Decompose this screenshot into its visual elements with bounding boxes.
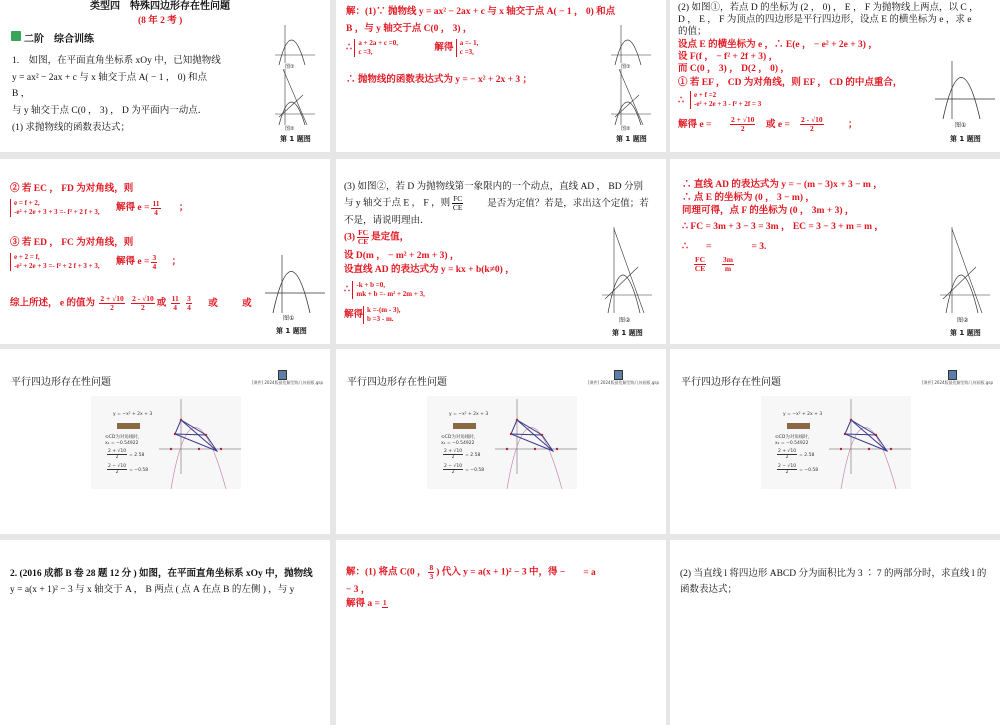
animate-button[interactable]	[117, 423, 140, 429]
note-value: x₂ = −0.54922	[441, 441, 475, 446]
slide-title: 平行四边形存在性问题	[11, 377, 111, 388]
equation-solution: k =-(m - 3), b =3 - m.	[363, 306, 401, 324]
figure-label: 图①	[955, 122, 967, 129]
figure-caption: 第 1 题图	[276, 327, 307, 335]
solve-label: 解得	[434, 43, 454, 54]
semicolon: ；	[178, 203, 189, 214]
solve-label: 解得 e =	[678, 120, 712, 130]
gsp-file-icon[interactable]	[948, 370, 957, 380]
geometry-screenshot: y = −x² + 2x + 3 ⊙CD为对角线时， x₂ = −0.54922 $\frac{2 + √10}{2}$ = 2.58 $\frac{2 - √10}{2}$ = −0.58	[427, 396, 577, 489]
note-label: ⊙CD为对角线时，	[441, 435, 479, 440]
solution-text: = a	[583, 567, 596, 578]
fraction: $\frac{2 - √10}{2}$	[132, 294, 154, 312]
solve-label: 解得 e =	[116, 203, 150, 214]
question-line: D ， E ， F 为顶点的四边形是平行四边形，设点 E 的横坐标为 e ，求 e	[678, 15, 972, 25]
question-line: (1) 求抛物线的函数表达式；	[12, 123, 130, 133]
slide-thumbnail-10[interactable]	[0, 540, 330, 725]
fraction: $\frac{2 + √10}{2}$	[100, 294, 124, 312]
solution-text: 解：(1) 将点 C(0 ，	[346, 567, 427, 578]
therefore-symbol: ∴	[682, 242, 689, 252]
solution-line: B ，与 y 轴交于点 C(0 ， 3) ，	[346, 24, 473, 34]
slide-thumbnail-5[interactable]	[336, 159, 666, 344]
parabola-figure-1	[935, 61, 995, 119]
parabola-parallelogram-graph	[829, 396, 911, 489]
solution-text: 解得 a =	[346, 599, 380, 609]
question-line: B ，	[12, 89, 31, 99]
figure-caption: 第 1 题图	[950, 329, 981, 337]
slide-title: 平行四边形存在性问题	[347, 377, 447, 388]
figure-label: 图②	[621, 126, 631, 132]
fraction: 1	[382, 598, 387, 608]
gsp-file-icon[interactable]	[614, 370, 623, 380]
slide-thumbnail-1[interactable]	[0, 0, 330, 152]
slide-thumbnail-11[interactable]	[336, 540, 666, 725]
note-label: ⊙CD为对角线时，	[775, 435, 813, 440]
parabola-figure-2	[611, 69, 651, 125]
question-line: (2) 当直线 l 将四边形 ABCD 分为面积比为 3 ∶ 7 的两部分时，求直线 l 的	[680, 569, 987, 579]
section-heading: 二阶 综合训练	[24, 34, 94, 45]
solution-text: ) 代入 y = a(x + 1)² − 3 中，得 −	[436, 567, 566, 578]
solution-line: 设 D(m ， − m² + 2m + 3) ，	[344, 251, 460, 261]
parabola-figure-2	[275, 69, 315, 125]
case-heading: ③ 若 ED ， FC 为对角线，则	[10, 238, 134, 248]
solve-label: 解得	[344, 310, 364, 321]
slide-thumbnail-3[interactable]	[670, 0, 1000, 152]
fraction: $\frac{11}{4}$	[152, 198, 160, 217]
solution-line: ∴ FC = 3m + 3 − 3 = 3m ， EC = 3 − 3 + m = m ，	[682, 222, 884, 232]
question-line: 函数表达式；	[680, 585, 738, 595]
solution-line: 而 C(0 ， 3) ， D(2 ， 0) ，	[678, 64, 790, 74]
figure-caption: 第 1 题图	[950, 135, 981, 143]
equation-label: y = −x² + 2x + 3	[113, 412, 153, 417]
therefore-symbol: ∴	[344, 285, 351, 296]
part-label: (3)	[344, 232, 356, 243]
parabola-parallelogram-graph	[495, 396, 577, 489]
ratio-fraction: $\frac{FC}{CE}$	[357, 228, 369, 246]
question-line: 2. (2016 成都 B 卷 28 题 12 分 ) 如图，在平面直角坐标系 xOy 中，抛物线	[10, 569, 313, 579]
equation-system: e + f =2 -e² + 2e + 3 - f² + 2f = 3	[690, 91, 761, 109]
question-line: y = ax² − 2ax + c 与 x 轴交于点 A( − 1 ， 0) 和点	[12, 73, 207, 83]
or-label: 或	[208, 298, 218, 309]
figure-label: 图①	[621, 64, 631, 70]
or-label: 或	[156, 298, 167, 309]
parabola-parallelogram-graph	[159, 396, 241, 489]
question-line: y = a(x + 1)² − 3 与 x 轴交于 A ， B 两点 ( 点 A 在点 B 的左侧 ) ，与 y	[10, 585, 295, 595]
equation-system: e = f + 2, -e² + 2e + 3 + 3 =- f² + 2 f + 3,	[10, 199, 100, 217]
equation-system: a + 2a + c =0, c =3,	[354, 39, 398, 57]
equals-sign: =	[706, 242, 712, 252]
figure-label: 图①	[285, 64, 295, 70]
exam-frequency: (8 年 2 考 )	[138, 16, 183, 26]
summary-label: 综上所述， e 的值为	[10, 298, 95, 309]
gsp-file-icon[interactable]	[278, 370, 287, 380]
question-line: 的值；	[678, 27, 707, 37]
figure-caption: 第 1 题图	[616, 135, 647, 143]
fraction: $\frac{3m}{m}$	[723, 255, 733, 273]
fraction: $\frac{2 + √10}{2}$	[731, 115, 755, 133]
or-label: 或 e =	[766, 120, 790, 130]
slide-thumbnail-12[interactable]	[670, 540, 1000, 725]
fraction: $\frac{8}{3}$	[429, 563, 434, 581]
solution-line: − 3 ，	[346, 585, 371, 595]
parabola-figure-1	[611, 25, 651, 65]
slide-thumbnail-6[interactable]	[670, 159, 1000, 344]
fraction: $\frac{FC}{CE}$	[694, 255, 706, 273]
figure-label: 图①	[283, 315, 295, 322]
therefore-symbol: ∴	[678, 96, 685, 106]
equation-system: e + 2 = f, -e² + 2e + 3 =- f² + 2 f + 3 + 3,	[10, 253, 100, 271]
question-line: 与 y 轴交于点 E ， F ，则	[344, 198, 451, 209]
solve-label: 解得 e =	[116, 257, 150, 268]
bar-chart-icon	[11, 31, 21, 41]
equation-solution: a =- 1, c =3,	[456, 39, 479, 57]
slide-thumbnail-2[interactable]	[336, 0, 666, 152]
slide-thumbnail-7[interactable]	[0, 349, 330, 534]
question-line: 与 y 轴交于点 C(0 ， 3) ， D 为平面内一动点．	[12, 106, 208, 116]
therefore-symbol: ∴	[346, 43, 353, 54]
note-label: ⊙CD为对角线时，	[105, 435, 143, 440]
equation-label: y = −x² + 2x + 3	[783, 412, 823, 417]
note-value: x₂ = −0.54922	[105, 441, 139, 446]
semicolon: ；	[848, 120, 858, 130]
parabola-figure-1	[275, 25, 315, 65]
semicolon: ；	[171, 257, 182, 268]
slide-thumbnail-9[interactable]	[670, 349, 1000, 534]
solution-line: 设点 E 的横坐标为 e ，∴ E(e ， − e² + 2e + 3) ，	[678, 40, 878, 50]
slide-title: 平行四边形存在性问题	[681, 377, 781, 388]
parabola-figure-2	[940, 227, 990, 315]
parabola-figure-1	[265, 255, 325, 313]
solution-line: ∴ 直线 AD 的表达式为 y = − (m − 3)x + 3 − m ，	[682, 180, 883, 190]
solution-text: 是定值，	[371, 232, 410, 243]
slide-thumbnail-8[interactable]	[336, 349, 666, 534]
question-line: (3) 如图②，若 D 为抛物线第一象限内的一个动点，直线 AD ， BD 分别	[344, 182, 643, 192]
gsp-file-link[interactable]: [课件] 2024版最优解型练几何画板.gsp	[588, 380, 660, 385]
or-label: 或	[242, 298, 252, 309]
equation-system: -k + b =0, mk + b =- m² + 2m + 3,	[352, 281, 424, 299]
gsp-file-link[interactable]: [课件] 2024版最优解型练几何画板.gsp	[922, 380, 994, 385]
figure-label: 图②	[285, 126, 295, 132]
solution-result: ∴ 抛物线的函数表达式为 y = − x² + 2x + 3 ；	[346, 75, 533, 85]
ratio-fraction: $\frac{FC}{CE}$	[452, 194, 463, 212]
slide-thumbnail-4[interactable]	[0, 159, 330, 344]
solution-line: ∴ 点 E 的坐标为 (0 ， 3 − m) ，	[682, 193, 815, 203]
animate-button[interactable]	[787, 423, 810, 429]
note-value: x₂ = −0.54922	[775, 441, 809, 446]
fraction: $\frac{11}{4}$	[171, 294, 179, 312]
fraction: $\frac{2 - √10}{2}$	[801, 115, 823, 133]
question-line: 1. 如图，在平面直角坐标系 xOy 中，已知抛物线	[12, 56, 221, 66]
question-line: 是否为定值？若是，求出这个定值；若	[487, 198, 649, 209]
equation-label: y = −x² + 2x + 3	[449, 412, 489, 417]
question-line: (2) 如图①，若点 D 的坐标为 (2 ， 0) ， E ， F 为抛物线上两点，以 C ，	[678, 3, 979, 13]
solution-line: 设 F(f ， − f² + 2f + 3) ，	[678, 52, 779, 62]
solution-line: 解：(1)∵ 抛物线 y = ax² − 2ax + c 与 x 轴交于点 A( − 1 ， 0) 和点	[346, 7, 616, 17]
fraction: $\frac{3}{4}$	[152, 252, 157, 271]
solution-line: ① 若 EF ， CD 为对角线，则 EF ， CD 的中点重合，	[678, 78, 903, 88]
fraction: $\frac{3}{4}$	[187, 294, 191, 312]
figure-label: 图②	[957, 317, 969, 324]
slide-title: 类型四 特殊四边形存在性问题	[90, 1, 230, 12]
geometry-screenshot: y = −x² + 2x + 3 ⊙CD为对角线时， x₂ = −0.54922 $\frac{2 + √10}{2}$ = 2.58 $\frac{2 - √10}{2}$ = −0.58	[761, 396, 911, 489]
figure-label: 图②	[619, 317, 631, 324]
geometry-screenshot: y = −x² + 2x + 3 ⊙CD为对角线时， x₂ = −0.54922 $\frac{2 + √10}{2}$ = 2.58 $\frac{2 - √10}{2}$ = −0.58	[91, 396, 241, 489]
figure-caption: 第 1 题图	[280, 135, 311, 143]
case-heading: ② 若 EC ， FD 为对角线，则	[10, 184, 134, 194]
figure-caption: 第 1 题图	[612, 329, 643, 337]
parabola-figure-2	[602, 227, 652, 315]
result-value: = 3.	[751, 242, 767, 252]
gsp-file-link[interactable]: [课件] 2024版最优解型练几何画板.gsp	[252, 380, 324, 385]
animate-button[interactable]	[453, 423, 476, 429]
question-line: 不是，请说明理由．	[344, 216, 430, 226]
solution-line: 同理可得，点 F 的坐标为 (0 ， 3m + 3) ，	[682, 206, 855, 216]
solution-line: 设直线 AD 的表达式为 y = kx + b(k≠0) ，	[344, 265, 515, 275]
